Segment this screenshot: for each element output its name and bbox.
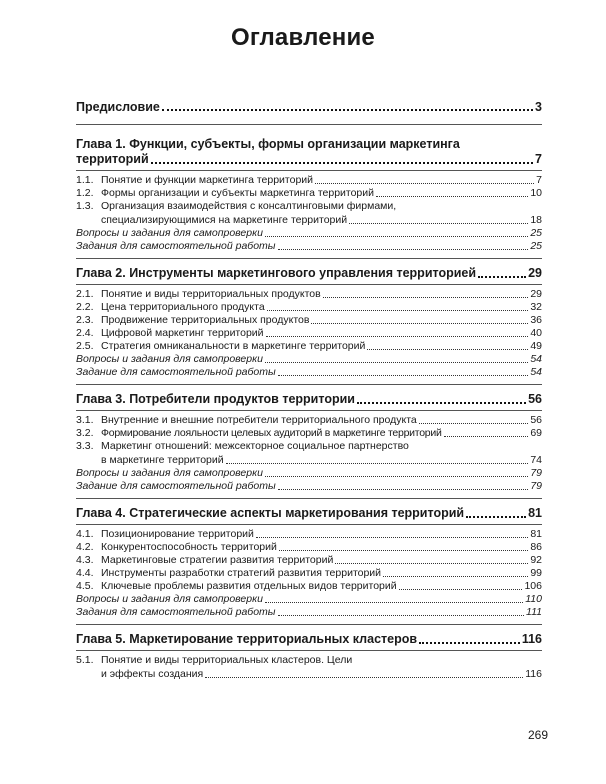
entry-page: 116 [521,632,542,646]
toc-entry-3-questions[interactable] [76,467,542,480]
entry-page: 29 [530,288,542,300]
entry-page: 32 [530,301,542,313]
entry-number: 1.2. [76,187,94,199]
toc-entry-1-tasks[interactable] [76,240,542,253]
entry-title: Вопросы и задания для самопроверки [76,467,263,479]
entry-title: Вопросы и задания для самопроверки [76,353,263,365]
entry-number: 4.2. [76,541,94,553]
entry-title: Маркетинг отношений: межсекторное социальное партнерство [101,440,409,452]
dot-leader [278,483,529,490]
dot-leader [376,190,528,197]
divider [76,650,542,651]
divider [76,384,542,385]
entry-page: 110 [525,593,542,605]
divider [76,170,542,171]
toc-entry-1-1[interactable] [76,174,542,187]
entry-page: 3 [535,100,542,114]
entry-title: Вопросы и задания для самопроверки [76,227,263,239]
entry-page: 49 [530,340,542,352]
entry-page: 18 [530,214,542,226]
dot-leader [419,417,529,424]
toc-entry-2-1[interactable] [76,288,542,301]
dot-leader [265,230,528,237]
entry-page: 7 [535,152,542,166]
entry-title: Понятие и функции маркетинга территорий [101,174,314,186]
dot-leader [311,317,528,324]
entry-number: 1.1. [76,174,94,186]
divider [76,124,542,125]
dot-leader [466,510,526,518]
toc-entry-3-2[interactable] [76,427,542,440]
entry-page: 54 [530,366,542,378]
entry-number: 5.1. [76,654,94,666]
dot-leader [444,430,529,437]
entry-title-cont: в маркетинге территорий [101,454,224,466]
entry-number: 3.1. [76,414,94,426]
dot-leader [266,330,529,337]
entry-title: Задание для самостоятельной работы [76,480,276,492]
toc-chapter-2[interactable] [76,265,542,281]
toc-entry-3-1[interactable] [76,414,542,427]
entry-title: Цена территориального продукта [101,301,265,313]
dot-leader [265,596,523,603]
toc-entry-4-5[interactable] [76,580,542,593]
dot-leader [419,636,520,644]
dot-leader [162,103,533,111]
entry-number: 4.4. [76,567,94,579]
divider [76,524,542,525]
entry-number: 2.4. [76,327,94,339]
entry-page: 74 [530,454,542,466]
entry-page: 79 [530,480,542,492]
entry-number: 4.5. [76,580,94,592]
toc-entry-3-3[interactable] [76,440,542,467]
entry-number: 2.2. [76,301,94,313]
dot-leader [267,304,529,311]
toc-entry-2-4[interactable] [76,327,542,340]
entry-page: 116 [525,668,542,680]
dot-leader [278,369,529,376]
entry-number: 4.3. [76,554,94,566]
divider [76,258,542,259]
dot-leader [399,583,523,590]
entry-page: 79 [530,467,542,479]
entry-title: Маркетинговые стратегии развития территорий [101,554,334,566]
toc-entry-4-4[interactable] [76,567,542,580]
entry-title-cont: специализирующимися на маркетинге территорий [101,214,348,226]
toc-entry-4-tasks[interactable] [76,606,542,619]
entry-page: 81 [528,506,542,520]
toc-entry-2-2[interactable] [76,301,542,314]
dot-leader [349,217,528,224]
dot-leader [278,609,525,616]
toc-entry-preface[interactable] [76,100,542,114]
chapter-title: Глава 5. Маркетирование территориальных кластеров [76,632,418,646]
entry-title: Понятие и виды территориальных продуктов [101,288,321,300]
dot-leader [256,531,528,538]
dot-leader [278,243,529,250]
toc-entry-5-1[interactable] [76,654,542,681]
entry-title: Цифровой маркетинг территорий [101,327,264,339]
entry-number: 1.3. [76,200,94,212]
entry-page: 29 [528,266,542,280]
entry-title: Задание для самостоятельной работы [76,366,276,378]
entry-page: 10 [530,187,542,199]
toc-chapter-5[interactable] [76,631,542,647]
entry-number: 2.5. [76,340,94,352]
entry-page: 40 [530,327,542,339]
toc-entry-2-3[interactable] [76,314,542,327]
dot-leader [478,270,526,278]
toc-entry-1-3[interactable] [76,200,542,227]
toc-entry-4-1[interactable] [76,528,542,541]
toc-entry-4-questions[interactable] [76,593,542,606]
page-number: 269 [527,728,548,742]
toc-entry-3-tasks[interactable] [76,480,542,493]
entry-title-cont: и эффекты создания [101,668,204,680]
entry-title: Ключевые проблемы развития отдельных видов территорий [101,580,397,592]
dot-leader [265,470,528,477]
dot-leader [383,570,528,577]
entry-title: Понятие и виды территориальных кластеров. Цели [101,654,353,666]
divider [76,498,542,499]
entry-number: 2.1. [76,288,94,300]
dot-leader [357,396,526,404]
chapter-title: Глава 2. Инструменты маркетингового управления территорией [76,266,477,280]
dot-leader [151,156,533,164]
entry-title: Вопросы и задания для самопроверки [76,593,263,605]
divider [76,624,542,625]
toc-chapter-3[interactable] [76,391,542,407]
entry-title: Задания для самостоятельной работы [76,606,276,618]
toc-entry-1-questions[interactable] [76,227,542,240]
entry-page: 25 [530,227,542,239]
dot-leader [367,343,528,350]
toc-chapter-1[interactable] [76,137,542,167]
page-title: Оглавление [231,24,375,51]
chapter-title-line1: Глава 1. Функции, субъекты, формы организации маркетинга [76,137,460,151]
entry-page: 54 [530,353,542,365]
entry-page: 106 [524,580,542,592]
entry-number: 4.1. [76,528,94,540]
entry-page: 81 [530,528,542,540]
entry-page: 56 [528,392,542,406]
toc-entry-2-5[interactable] [76,340,542,353]
toc-entry-4-2[interactable] [76,541,542,554]
entry-page: 86 [530,541,542,553]
entry-page: 56 [530,414,542,426]
entry-page: 7 [536,174,542,186]
entry-number: 3.2. [76,427,94,439]
dot-leader [323,291,529,298]
entry-title: Инструменты разработки стратегий развития территорий [101,567,382,579]
entry-page: 111 [526,606,542,618]
toc-entry-1-2[interactable] [76,187,542,200]
entry-title: Стратегия омниканальности в маркетинге территорий [101,340,366,352]
entry-title: Формы организации и субъекты маркетинга территорий [101,187,374,199]
divider [76,410,542,411]
entry-page: 36 [530,314,542,326]
chapter-title: Глава 3. Потребители продуктов территории [76,392,355,406]
entry-title: Продвижение территориальных продуктов [101,314,310,326]
dot-leader [335,557,528,564]
entry-number: 2.3. [76,314,94,326]
toc-entry-2-tasks[interactable] [76,366,542,379]
toc-entry-2-questions[interactable] [76,353,542,366]
entry-title: Позиционирование территорий [101,528,254,540]
chapter-title-line2: территорий [76,152,149,166]
entry-title: Внутренние и внешние потребители территориального продукта [101,414,417,426]
entry-page: 25 [530,240,542,252]
dot-leader [205,671,523,678]
dot-leader [279,544,528,551]
entry-title: Формирование лояльности целевых аудиторий в маркетинге территорий [101,427,442,439]
entry-title: Организация взаимодействия с консалтинговыми фирмами, [101,200,397,212]
dot-leader [315,177,534,184]
entry-number: 3.3. [76,440,94,452]
entry-title: Предисловие [76,100,160,114]
divider [76,284,542,285]
toc-entry-4-3[interactable] [76,554,542,567]
entry-page: 69 [530,427,542,439]
toc-chapter-4[interactable] [76,505,542,521]
dot-leader [226,457,529,464]
chapter-title: Глава 4. Стратегические аспекты маркетирования территорий [76,506,465,520]
dot-leader [265,356,528,363]
table-of-contents [76,92,542,681]
entry-page: 92 [530,554,542,566]
entry-title: Задания для самостоятельной работы [76,240,276,252]
entry-title: Конкурентоспособность территорий [101,541,277,553]
entry-page: 99 [530,567,542,579]
